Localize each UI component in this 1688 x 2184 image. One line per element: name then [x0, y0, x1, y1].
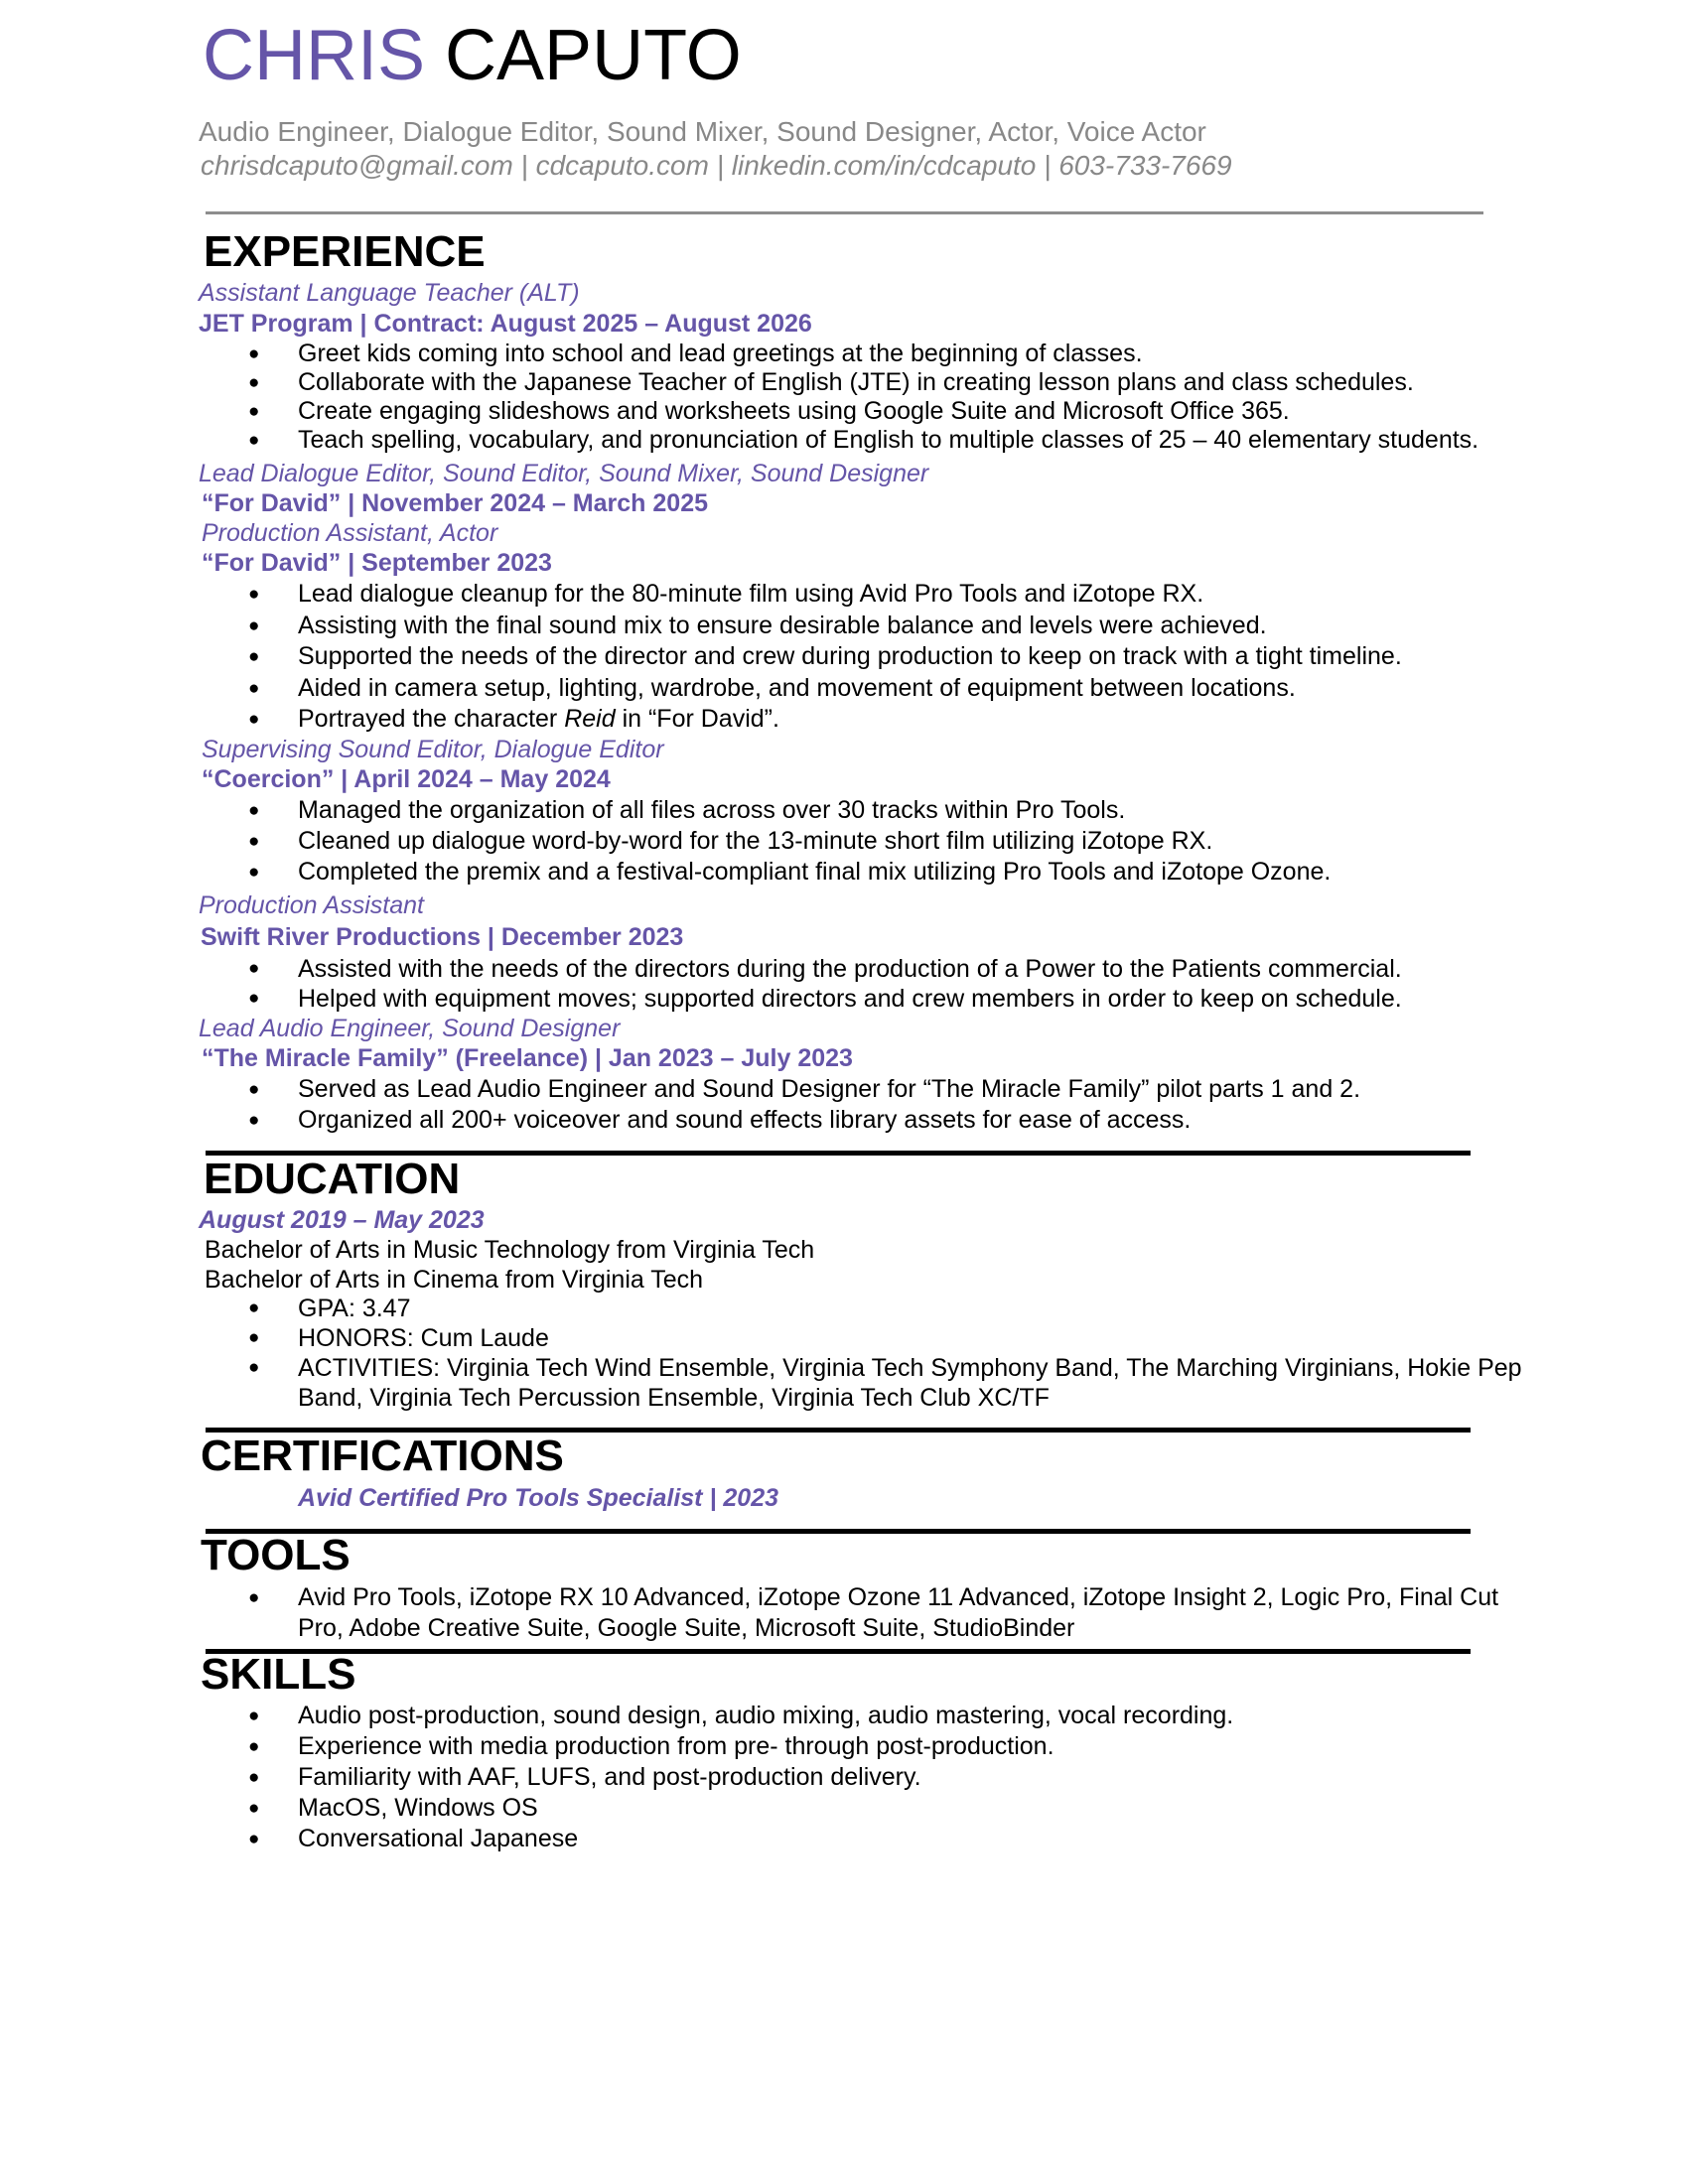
- bullet-item: ● Helped with equipment moves; supported directors and crew members in order to keep on schedule.: [248, 984, 1402, 1014]
- certification-item: Avid Certified Pro Tools Specialist | 2023: [298, 1484, 778, 1512]
- contact-line: chrisdcaputo@gmail.com | cdcaputo.com | linkedin.com/in/cdcaputo | 603-733-7669: [201, 150, 1232, 181]
- bullet-item: ● Aided in camera setup, lighting, wardrobe, and movement of equipment between locations.: [248, 673, 1402, 705]
- bullet-item: ● Create engaging slideshows and worksheets using Google Suite and Microsoft Office 365.: [248, 397, 1478, 426]
- job-title: Supervising Sound Editor, Dialogue Editor: [202, 736, 664, 763]
- bullet-item: [248, 704, 1402, 736]
- degree: Bachelor of Arts in Cinema from Virginia Tech: [205, 1266, 704, 1294]
- bullet-item: ● Served as Lead Audio Engineer and Sound Designer for “The Miracle Family” pilot parts 1 and 2.: [248, 1074, 1360, 1105]
- professional-titles: Audio Engineer, Dialogue Editor, Sound Mixer, Sound Designer, Actor, Voice Actor: [199, 116, 1206, 147]
- experience-heading: EXPERIENCE: [204, 227, 486, 276]
- job-title: Production Assistant: [199, 891, 424, 919]
- bullet-item: ● Collaborate with the Japanese Teacher of English (JTE) in creating lesson plans and class schedules.: [248, 368, 1478, 397]
- bullet-item: ● Managed the organization of all files across over 30 tracks within Pro Tools.: [248, 795, 1331, 826]
- bullet-item: ● Conversational Japanese: [248, 1824, 1233, 1854]
- bullet-item: ● ACTIVITIES: Virginia Tech Wind Ensemble, Virginia Tech Symphony Band, The Marching Virginians, Hokie Pep Band, Virginia Tech Percussion Ensemble, Virginia Tech Club XC/TF: [248, 1353, 1529, 1413]
- job-organization: “For David” | November 2024 – March 2025: [202, 489, 708, 517]
- job-title: Production Assistant, Actor: [202, 519, 498, 547]
- bullet-item: ● Organized all 200+ voiceover and sound effects library assets for ease of access.: [248, 1105, 1360, 1136]
- character-name: Reid: [564, 705, 616, 733]
- job-bullets: [248, 954, 1402, 1014]
- tools-heading: TOOLS: [201, 1531, 351, 1579]
- bullet-item: ● MacOS, Windows OS: [248, 1793, 1233, 1824]
- job-title: Lead Dialogue Editor, Sound Editor, Sound Mixer, Sound Designer: [199, 460, 929, 487]
- job-title: Lead Audio Engineer, Sound Designer: [199, 1015, 621, 1042]
- job-organization: “For David” | September 2023: [202, 549, 552, 577]
- bullet-item: ● Supported the needs of the director and crew during production to keep on track with a tight timeline.: [248, 641, 1402, 673]
- job-organization: Swift River Productions | December 2023: [201, 923, 684, 951]
- education-heading: EDUCATION: [204, 1155, 461, 1203]
- bullet-item: ● Avid Pro Tools, iZotope RX 10 Advanced, iZotope Ozone 11 Advanced, iZotope Insight 2, Logic Pro, Final Cut Pro, Adobe Creative Suite, Google Suite, Microsoft Suite, StudioBinder: [248, 1582, 1529, 1644]
- bullet-item: ● GPA: 3.47: [248, 1294, 1529, 1323]
- job-title: Assistant Language Teacher (ALT): [199, 279, 580, 307]
- skills-heading: SKILLS: [201, 1650, 356, 1699]
- education-dates: August 2019 – May 2023: [199, 1206, 485, 1234]
- bullet-item: ● Audio post-production, sound design, audio mixing, audio mastering, vocal recording.: [248, 1701, 1233, 1731]
- bullet-item: ● Assisting with the final sound mix to ensure desirable balance and levels were achieved.: [248, 611, 1402, 642]
- bullet-item: ● Teach spelling, vocabulary, and pronunciation of English to multiple classes of 25 – 40 elementary students.: [248, 426, 1478, 455]
- last-name: CAPUTO: [445, 16, 742, 95]
- job-bullets: [248, 1074, 1360, 1136]
- section-divider: [206, 1649, 1471, 1654]
- section-divider: [206, 1529, 1471, 1534]
- bullet-item: ● Completed the premix and a festival-compliant final mix utilizing Pro Tools and iZotope Ozone.: [248, 857, 1331, 887]
- bullet-item: ● Greet kids coming into school and lead greetings at the beginning of classes.: [248, 340, 1478, 368]
- certifications-heading: CERTIFICATIONS: [201, 1432, 564, 1480]
- bullet-item: ● HONORS: Cum Laude: [248, 1323, 1529, 1353]
- bullet-text: Portrayed the character: [298, 705, 565, 733]
- first-name: CHRIS: [203, 16, 426, 95]
- job-organization: “Coercion” | April 2024 – May 2024: [202, 765, 611, 793]
- bullet-item: ● Lead dialogue cleanup for the 80-minute film using Avid Pro Tools and iZotope RX.: [248, 579, 1402, 611]
- resume-name: [203, 14, 742, 97]
- bullet-text: in “For David”.: [615, 705, 779, 733]
- job-organization: JET Program | Contract: August 2025 – August 2026: [199, 310, 812, 338]
- job-bullets: [248, 795, 1331, 887]
- bullet-item: ● Experience with media production from pre- through post-production.: [248, 1731, 1233, 1762]
- education-bullets: [248, 1294, 1529, 1413]
- tools-bullets: [248, 1582, 1529, 1644]
- skills-bullets: [248, 1701, 1233, 1854]
- job-organization: “The Miracle Family” (Freelance) | Jan 2023 – July 2023: [202, 1044, 853, 1072]
- job-bullets: [248, 340, 1478, 455]
- bullet-item: ● Cleaned up dialogue word-by-word for the 13-minute short film utilizing iZotope RX.: [248, 826, 1331, 857]
- bullet-item: ● Familiarity with AAF, LUFS, and post-production delivery.: [248, 1762, 1233, 1793]
- job-bullets: [248, 579, 1402, 736]
- header-divider: [206, 211, 1483, 214]
- degree: Bachelor of Arts in Music Technology from Virginia Tech: [205, 1236, 815, 1264]
- bullet-item: ● Assisted with the needs of the directors during the production of a Power to the Patients commercial.: [248, 954, 1402, 984]
